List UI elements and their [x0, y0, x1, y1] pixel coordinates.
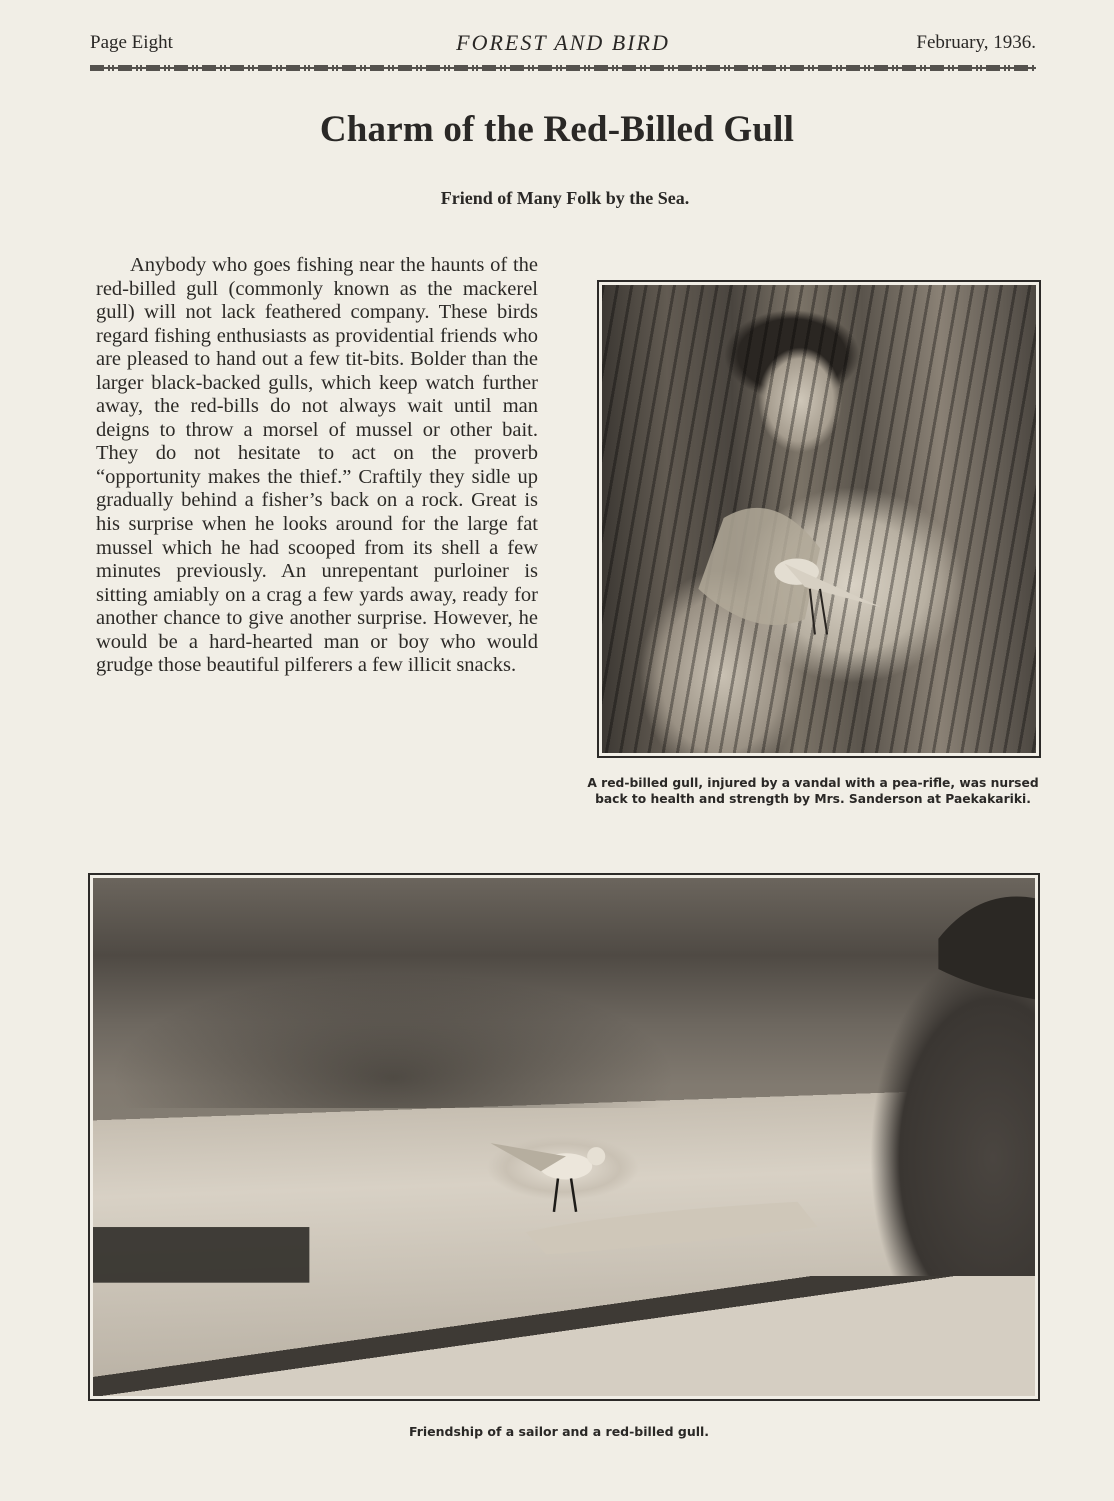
page-number: Page Eight — [90, 32, 173, 53]
boat-hatch — [93, 1227, 309, 1283]
ornamental-rule — [90, 65, 1036, 71]
photo-woman-with-gull-frame — [597, 280, 1041, 758]
issue-date: February, 1936. — [916, 32, 1036, 53]
gull-photo-illustration — [602, 285, 1036, 753]
article-title: Charm of the Red-Billed Gull — [319, 109, 795, 150]
gull-leg — [820, 589, 827, 635]
sailor-arm — [526, 1202, 818, 1255]
sailor-photo-illustration — [93, 878, 1035, 1396]
sailor-hat — [938, 897, 1035, 1000]
gull-leg — [810, 589, 815, 635]
photo-caption-top: A red-billed gull, injured by a vandal with a pea-rifle, was nursed back to health and strength by Mrs. Sanderson at Paekakariki. — [587, 776, 1039, 806]
photo-woman-with-gull — [602, 285, 1036, 753]
gull-head — [587, 1147, 605, 1165]
gull-leg — [571, 1178, 576, 1211]
gull-leg — [554, 1178, 558, 1211]
photo-caption-bottom: Friendship of a sailor and a red-billed gull. — [408, 1424, 710, 1439]
publication-title: FOREST AND BIRD — [456, 30, 670, 55]
running-head — [90, 30, 1036, 56]
article-subtitle: Friend of Many Folk by the Sea. — [440, 188, 690, 208]
photo-sailor-with-gull — [93, 878, 1035, 1396]
article-body: Anybody who goes fishing near the haunts of the red-billed gull (commonly known as the mackerel gull) will not lack feathered company. These birds regard fishing enthusiasts as providential friends who are pleased to hand out a few tit-bits. Bolder than the larger black-backed gulls, which keep watch further away, the red-bills do not always wait until man deigns to throw a morsel of mussel or other bait. They do not hesitate to act on the proverb “opportunity makes the thief.” Craftily they sidle up gradually behind a fisher’s back on a rock. Great is his surprise when he looks around for the large fat mussel which he had scooped from its shell a few minutes previously. An unrepentant purloiner is sitting amiably on a crag a few yards away, ready for another chance to give another surprise. However, he would be a hard-hearted man or boy who would grudge those beautiful pilferers a few illicit snacks. — [96, 254, 538, 677]
photo-sailor-with-gull-frame — [88, 873, 1040, 1401]
